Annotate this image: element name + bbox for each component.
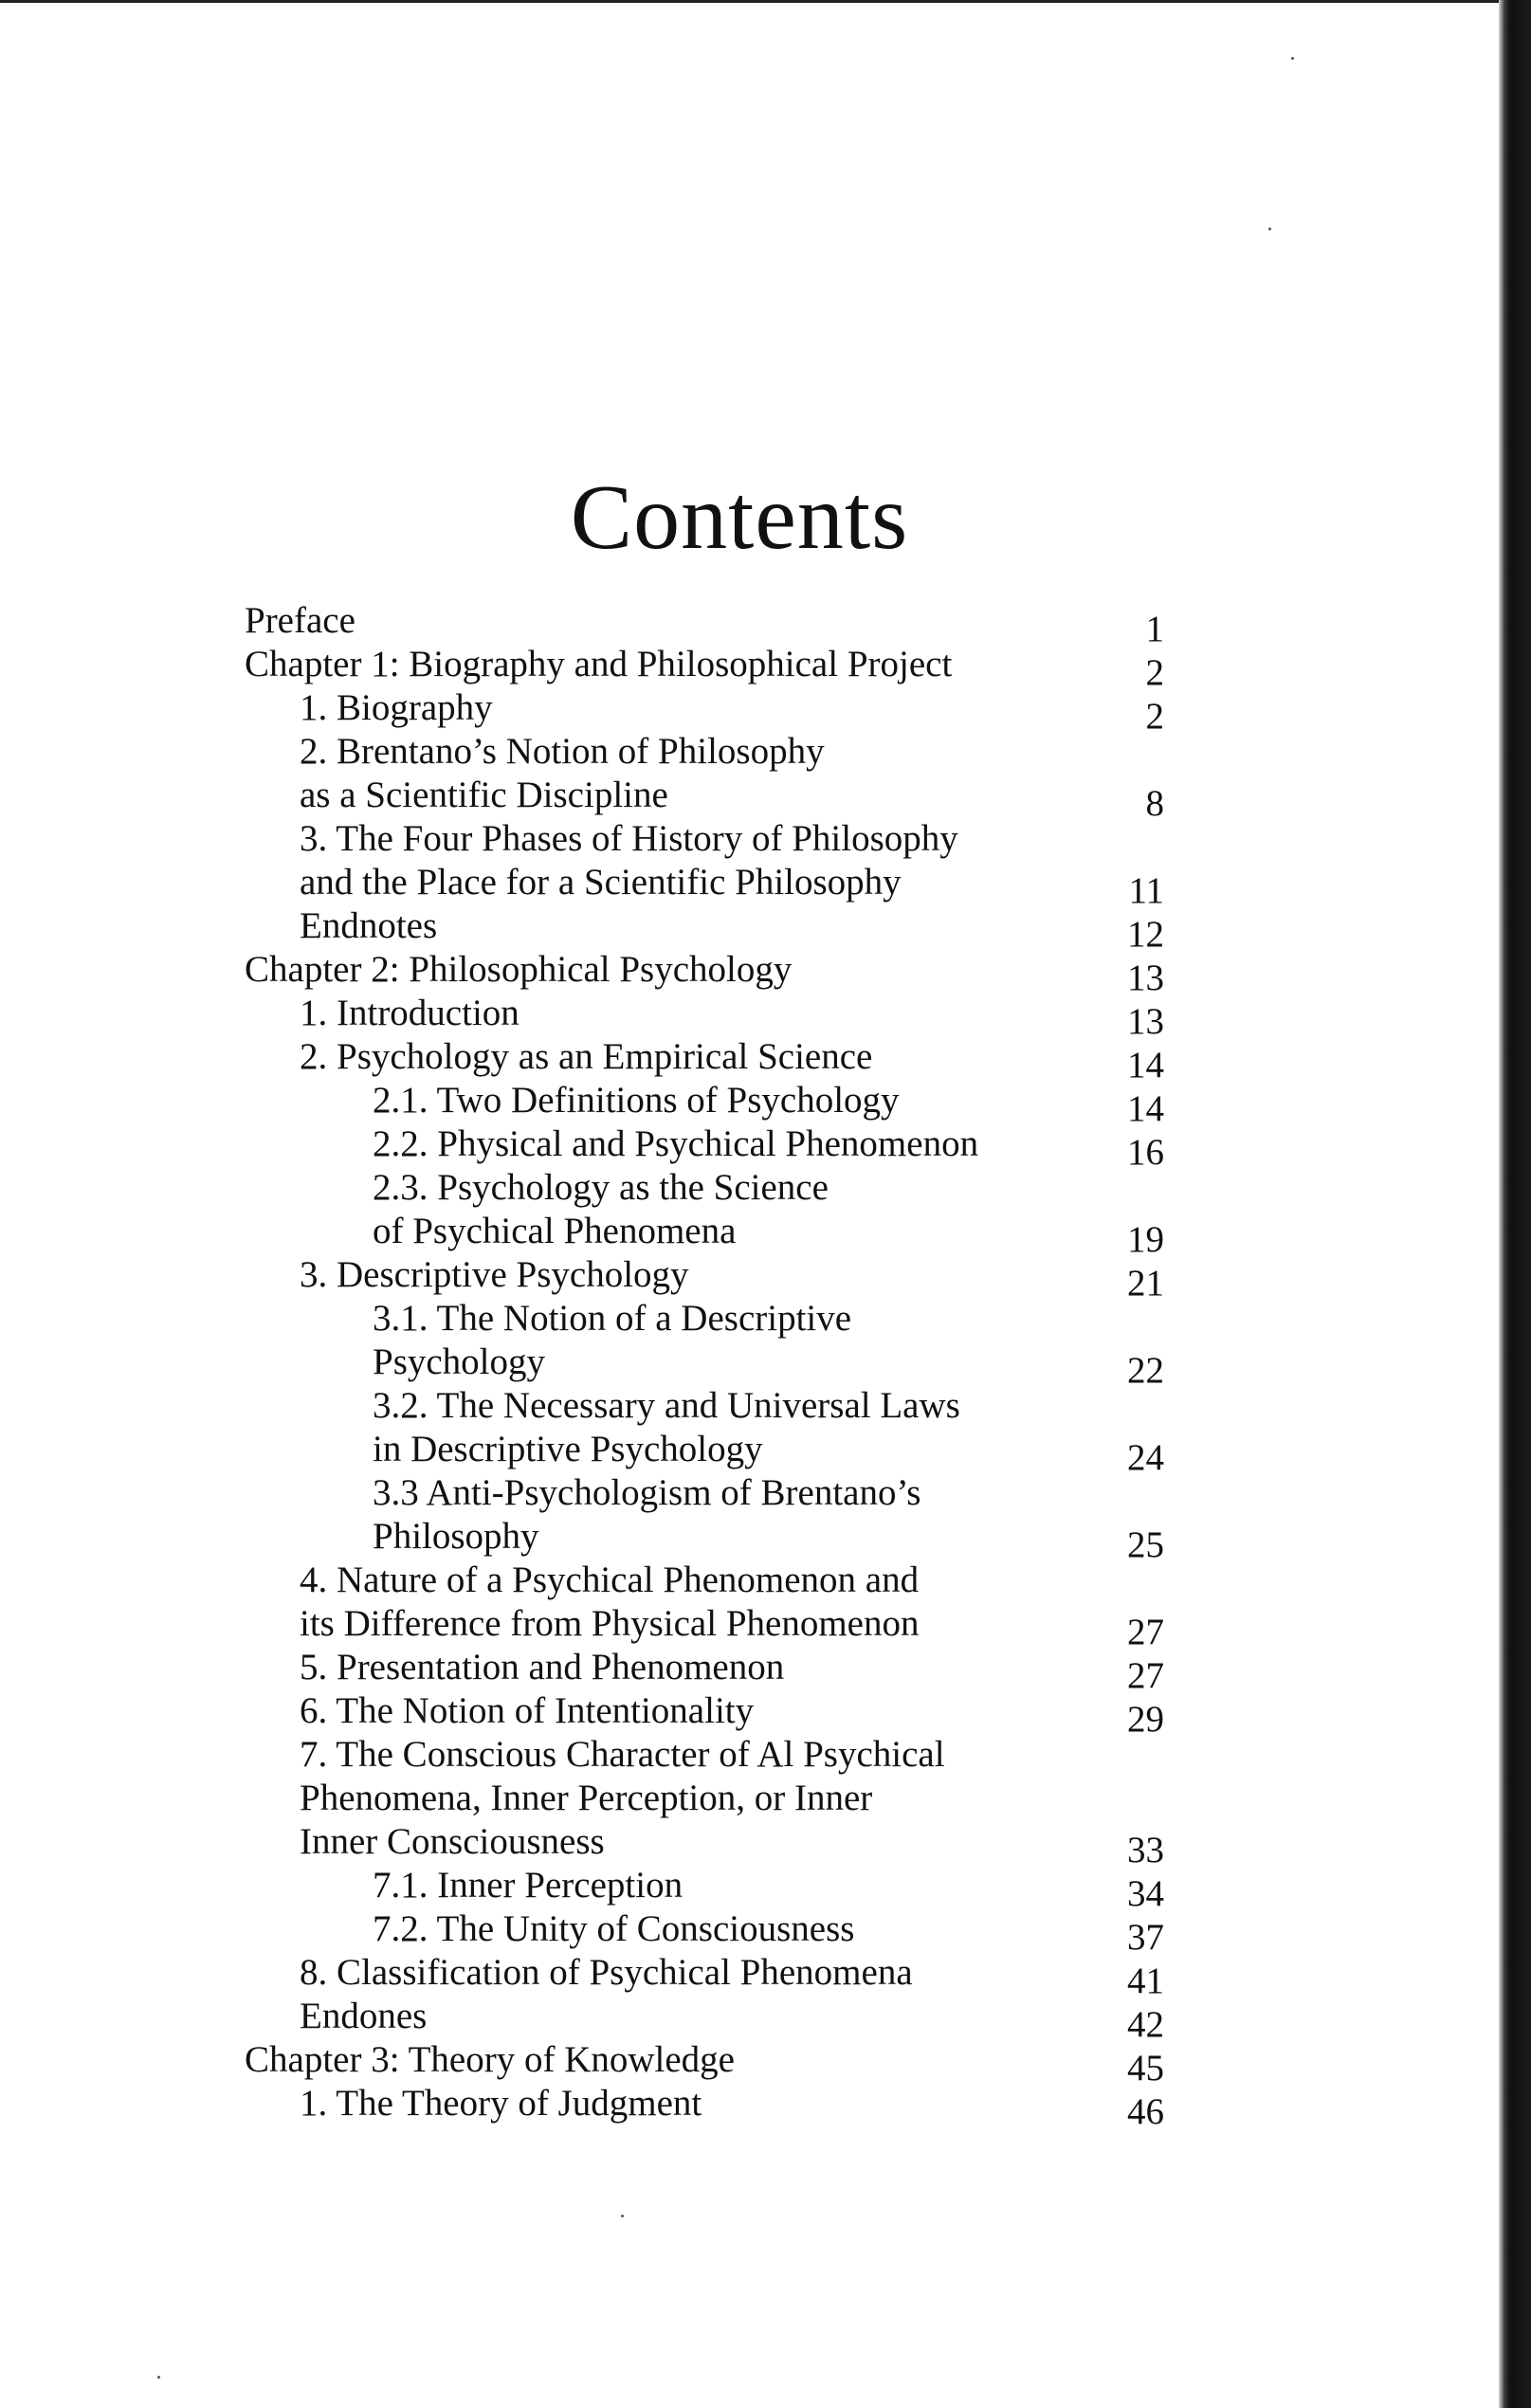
toc-entry-title: 3. The Four Phases of History of Philosophy bbox=[300, 818, 958, 859]
toc-entry-title: and the Place for a Scientific Philosophy bbox=[300, 862, 902, 903]
toc-entry bbox=[245, 1646, 1193, 1696]
toc-page-number: 27 bbox=[1127, 1655, 1164, 1696]
toc-entry-title: 2.2. Physical and Psychical Phenomenon bbox=[373, 1123, 979, 1164]
toc-entry bbox=[245, 948, 1193, 998]
toc-page-number: 41 bbox=[1127, 1961, 1164, 2001]
toc-entry bbox=[245, 1689, 1193, 1740]
toc-page-number: 1 bbox=[1145, 609, 1164, 649]
toc-entry bbox=[245, 730, 1193, 774]
toc-page-number: 24 bbox=[1127, 1437, 1164, 1478]
toc-entry bbox=[245, 1951, 1193, 2001]
toc-entry bbox=[245, 599, 1193, 649]
toc-page-number: 29 bbox=[1127, 1699, 1164, 1740]
toc-entry bbox=[245, 2038, 1193, 2089]
toc-entry bbox=[245, 1515, 1193, 1565]
toc-page-number: 13 bbox=[1127, 958, 1164, 998]
toc-entry-title: Philosophy bbox=[373, 1516, 539, 1557]
toc-entry-title: Chapter 1: Biography and Philosophical Project bbox=[245, 644, 953, 684]
toc-entry bbox=[245, 1166, 1193, 1210]
toc-entry-title: 2.1. Two Definitions of Psychology bbox=[373, 1080, 900, 1121]
scan-speck bbox=[1291, 57, 1294, 60]
toc-entry bbox=[245, 1864, 1193, 1914]
toc-entry bbox=[245, 774, 1193, 824]
toc-page-number: 16 bbox=[1127, 1132, 1164, 1173]
toc-entry-title: Endones bbox=[300, 1996, 428, 2036]
toc-entry bbox=[245, 1777, 1193, 1820]
toc-entry bbox=[245, 1035, 1193, 1085]
toc-entry-title: in Descriptive Psychology bbox=[373, 1429, 763, 1469]
scan-speck bbox=[621, 2215, 624, 2217]
toc-entry bbox=[245, 1602, 1193, 1652]
toc-entry bbox=[245, 643, 1193, 693]
toc-page-number: 2 bbox=[1145, 696, 1164, 737]
toc-page-number: 13 bbox=[1127, 1001, 1164, 1042]
toc-page-number: 37 bbox=[1127, 1917, 1164, 1958]
toc-entry-title: 3.1. The Notion of a Descriptive bbox=[373, 1298, 852, 1339]
toc-entry-title: 3.3 Anti-Psychologism of Brentano’s bbox=[373, 1472, 921, 1513]
toc-entry bbox=[245, 2082, 1193, 2132]
toc-page-number: 22 bbox=[1127, 1350, 1164, 1391]
toc-entry-title: Psychology bbox=[373, 1341, 546, 1382]
toc-entry-title: Endnotes bbox=[300, 905, 438, 946]
toc-entry-title: 2.3. Psychology as the Science bbox=[373, 1167, 829, 1208]
toc-entry-title: 7. The Conscious Character of Al Psychical bbox=[300, 1734, 945, 1775]
toc-entry bbox=[245, 1384, 1193, 1428]
toc-page-number: 42 bbox=[1127, 2004, 1164, 2045]
toc-entry-title: of Psychical Phenomena bbox=[373, 1211, 737, 1251]
toc-entry bbox=[245, 1210, 1193, 1260]
toc-page-number: 11 bbox=[1128, 870, 1164, 911]
toc-page-number: 21 bbox=[1127, 1263, 1164, 1304]
toc-entry bbox=[245, 1122, 1193, 1173]
toc-page-number: 2 bbox=[1145, 652, 1164, 693]
scan-speck bbox=[1268, 228, 1271, 230]
toc-page-number: 8 bbox=[1145, 783, 1164, 824]
toc-entry-title: 1. The Theory of Judgment bbox=[300, 2083, 702, 2124]
toc-entry-title: Phenomena, Inner Perception, or Inner bbox=[300, 1778, 873, 1818]
toc-entry-title: 1. Biography bbox=[300, 687, 493, 728]
toc-entry bbox=[245, 1820, 1193, 1870]
toc-entry bbox=[245, 904, 1193, 955]
toc-page-number: 14 bbox=[1127, 1045, 1164, 1085]
toc-entry-title: its Difference from Physical Phenomenon bbox=[300, 1603, 920, 1644]
toc-entry bbox=[245, 817, 1193, 861]
toc-entry bbox=[245, 1995, 1193, 2045]
toc-entry-title: Chapter 3: Theory of Knowledge bbox=[245, 2039, 735, 2080]
toc-entry bbox=[245, 1471, 1193, 1515]
toc-entry-title: 4. Nature of a Psychical Phenomenon and bbox=[300, 1560, 920, 1600]
toc-page-number: 25 bbox=[1127, 1524, 1164, 1565]
toc-entry-title: 2. Psychology as an Empirical Science bbox=[300, 1036, 873, 1077]
toc-entry-title: Chapter 2: Philosophical Psychology bbox=[245, 949, 793, 990]
toc-page-number: 46 bbox=[1127, 2091, 1164, 2132]
toc-entry-title: Preface bbox=[245, 600, 355, 641]
toc-entry bbox=[245, 1733, 1193, 1777]
toc-entry bbox=[245, 1253, 1193, 1304]
toc-entry bbox=[245, 686, 1193, 737]
toc-entry bbox=[245, 1341, 1193, 1391]
toc-page-number: 27 bbox=[1127, 1612, 1164, 1652]
toc-entry-title: 5. Presentation and Phenomenon bbox=[300, 1647, 785, 1687]
toc-entry-title: 1. Introduction bbox=[300, 993, 519, 1033]
toc-entry-title: 7.2. The Unity of Consciousness bbox=[373, 1908, 855, 1949]
toc-entry-title: 3. Descriptive Psychology bbox=[300, 1254, 689, 1295]
page-top-edge bbox=[0, 0, 1531, 3]
toc-entry-title: Inner Consciousness bbox=[300, 1821, 605, 1862]
toc-entry-title: as a Scientific Discipline bbox=[300, 775, 668, 815]
toc-entry bbox=[245, 1297, 1193, 1341]
toc-entry bbox=[245, 861, 1193, 911]
toc-entry-title: 3.2. The Necessary and Universal Laws bbox=[373, 1385, 960, 1426]
scan-speck bbox=[157, 2376, 160, 2379]
toc-entry bbox=[245, 1907, 1193, 1958]
toc-page-number: 19 bbox=[1127, 1219, 1164, 1260]
toc-entry bbox=[245, 1079, 1193, 1129]
toc-page-number: 45 bbox=[1127, 2048, 1164, 2089]
toc-entry-title: 2. Brentano’s Notion of Philosophy bbox=[300, 731, 825, 772]
toc-entry-title: 8. Classification of Psychical Phenomena bbox=[300, 1952, 913, 1993]
toc-entry-title: 6. The Notion of Intentionality bbox=[300, 1690, 755, 1731]
page-title: Contents bbox=[570, 465, 909, 569]
toc-entry bbox=[245, 1428, 1193, 1478]
toc-entry bbox=[245, 1559, 1193, 1602]
page-right-edge bbox=[1499, 0, 1531, 2408]
table-of-contents bbox=[245, 599, 1193, 2132]
toc-entry-title: 7.1. Inner Perception bbox=[373, 1865, 683, 1906]
toc-page-number: 14 bbox=[1127, 1088, 1164, 1129]
toc-page-number: 33 bbox=[1127, 1830, 1164, 1870]
toc-entry bbox=[245, 992, 1193, 1042]
toc-page-number: 34 bbox=[1127, 1873, 1164, 1914]
toc-page-number: 12 bbox=[1127, 914, 1164, 955]
